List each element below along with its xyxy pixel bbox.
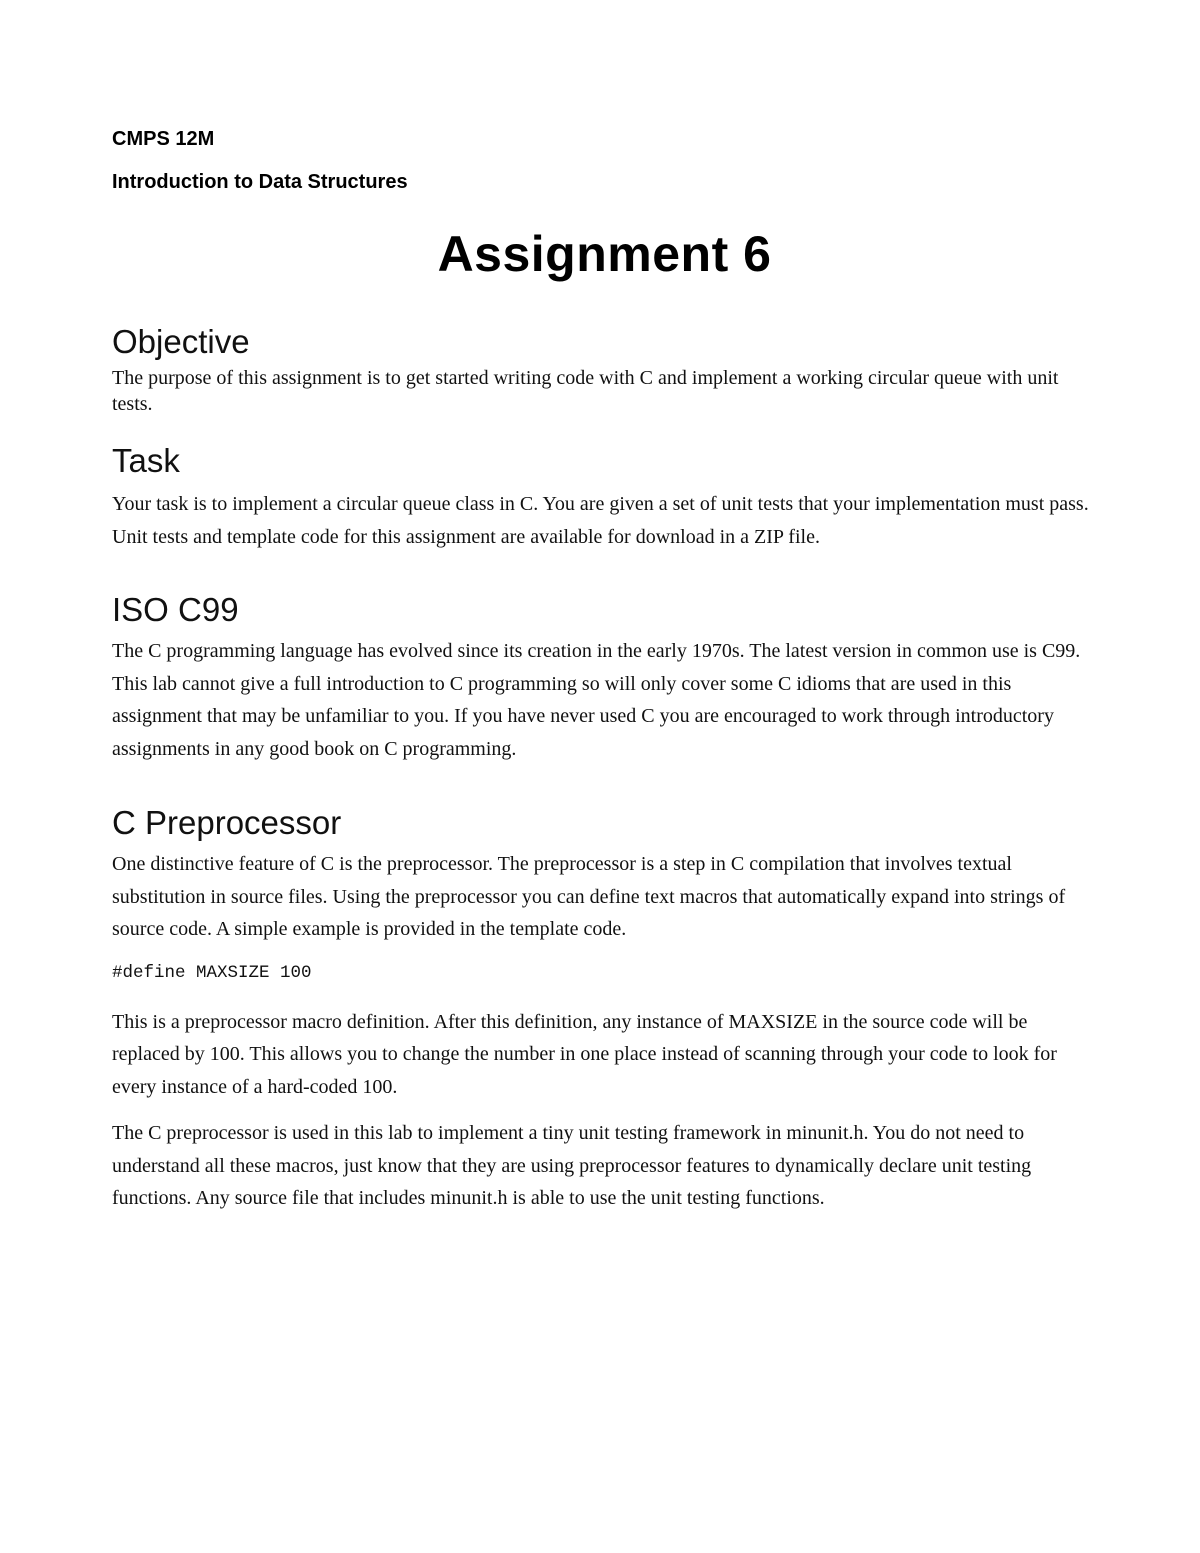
course-name: Introduction to Data Structures (112, 171, 408, 193)
objective-paragraph: The purpose of this assignment is to get started writing code with C and implement a working circular queue with unit tests. (112, 367, 1059, 415)
minunit-paragraph: The C preprocessor is used in this lab to implement a tiny unit testing framework in minunit.h. You do not need to understand all these macros, just know that they are using preprocessor features to dynamically declare unit testing functions. Any source file that includes minunit.h is able to use the unit testing functions. (112, 1122, 1032, 1209)
iso-c99-paragraph: The C programming language has evolved since its creation in the early 1970s. The latest version in common use is C99. This lab cannot give a full introduction to C programming so will only cover some C idioms that are used in this assignment that may be unfamiliar to you. If you have never used C you are encouraged to work through introductory assignments in any good book on C programming. (112, 640, 1081, 760)
c-preprocessor-heading: C Preprocessor (112, 804, 342, 841)
c-preprocessor-paragraph: One distinctive feature of C is the preprocessor. The preprocessor is a step in C compilation that involves textual substitution in source files. Using the preprocessor you can define text macros that automatically expand into strings of source code. A simple example is provided in the template code. (112, 853, 1066, 940)
iso-c99-heading: ISO C99 (112, 591, 239, 628)
objective-heading: Objective (112, 323, 250, 360)
macro-explanation-paragraph: This is a preprocessor macro definition. After this definition, any instance of MAXSIZE in the source code will be replaced by 100. This allows you to change the number in one place instead of scanning through your code to look for every instance of a hard-coded 100. (112, 1010, 1057, 1098)
code-snippet: #define MAXSIZE 100 (112, 962, 312, 983)
task-paragraph: Your task is to implement a circular queue class in C. You are given a set of unit tests that your implementation must pass. Unit tests and template code for this assignment are available for download in a ZIP file. (112, 493, 1089, 548)
document-title: Assignment 6 (437, 226, 772, 282)
task-heading: Task (112, 442, 180, 479)
document-content (112, 120, 1097, 1215)
course-code: CMPS 12M (112, 128, 215, 150)
